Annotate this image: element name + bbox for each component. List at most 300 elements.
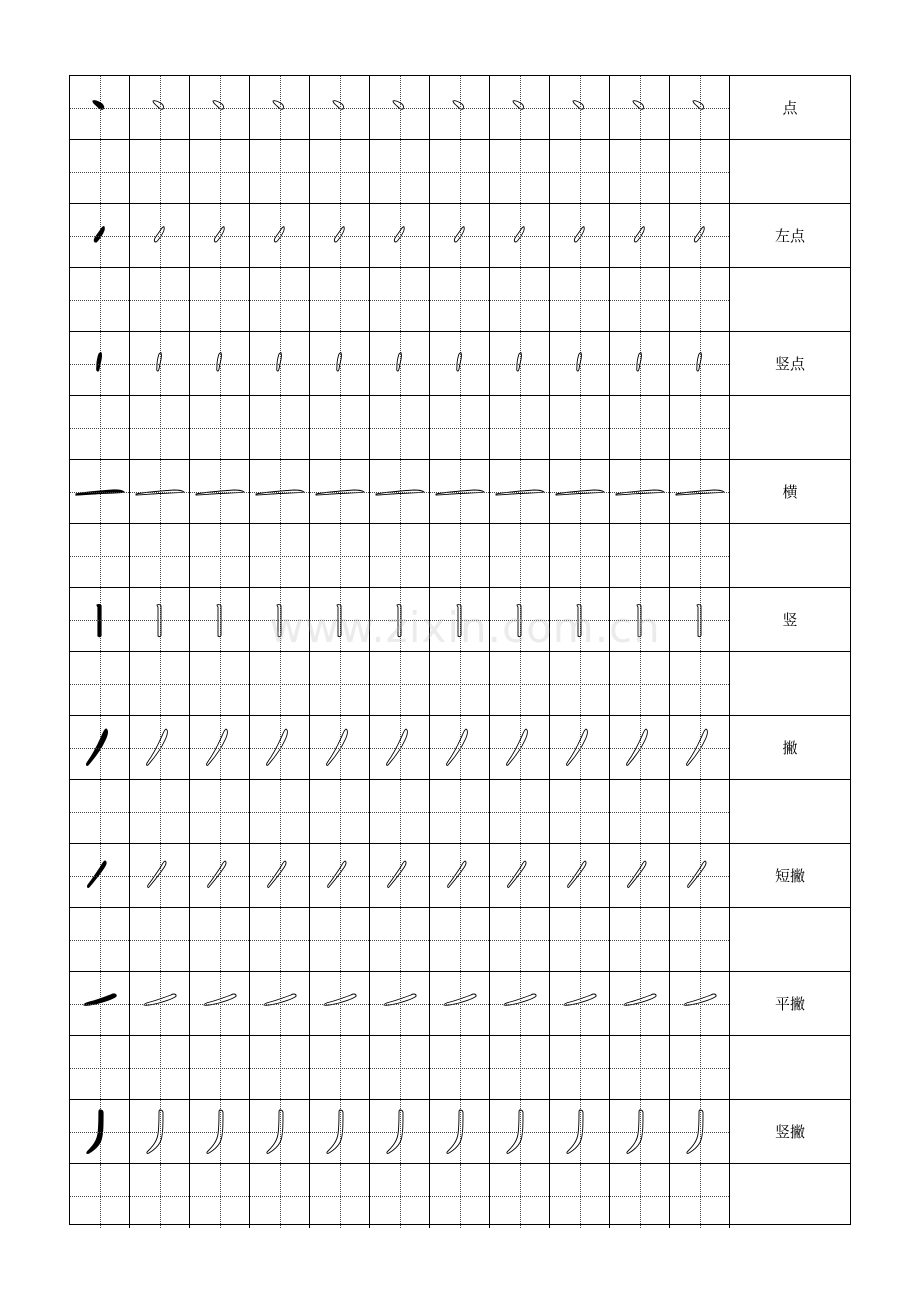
- duanpie-stroke-icon-path: [688, 861, 706, 887]
- shupie-stroke-icon: [610, 1100, 670, 1164]
- zuodian-stroke-icon: [550, 204, 610, 268]
- blank-practice-cell[interactable]: [610, 268, 670, 332]
- blank-label-cell: [730, 524, 850, 588]
- trace-stroke-cell: [490, 204, 550, 268]
- blank-practice-cell[interactable]: [670, 1164, 730, 1228]
- trace-stroke-cell: [430, 460, 490, 524]
- dian-stroke-icon-path: [573, 101, 584, 110]
- trace-stroke-cell: [430, 332, 490, 396]
- heng-stroke-icon: [190, 460, 250, 524]
- heng-stroke-icon-path: [496, 490, 544, 495]
- trace-stroke-cell: [370, 844, 430, 908]
- blank-practice-cell[interactable]: [250, 1164, 310, 1228]
- blank-practice-cell[interactable]: [250, 780, 310, 844]
- pie-stroke-icon-path: [267, 729, 288, 765]
- blank-practice-cell[interactable]: [70, 268, 130, 332]
- duanpie-stroke-icon: [70, 844, 130, 908]
- practice-grid: [69, 75, 851, 1225]
- blank-practice-cell[interactable]: [490, 140, 550, 204]
- blank-label-cell: [730, 780, 850, 844]
- shu-stroke-icon-path: [157, 605, 161, 637]
- trace-stroke-cell: [130, 204, 190, 268]
- zuodian-stroke-icon-path: [574, 227, 584, 242]
- blank-practice-cell[interactable]: [490, 268, 550, 332]
- blank-practice-cell[interactable]: [190, 780, 250, 844]
- shu-stroke-icon-path: [277, 605, 281, 637]
- blank-label-cell: [730, 652, 850, 716]
- pie-stroke-icon: [310, 716, 370, 780]
- pingpie-stroke-icon-path: [324, 994, 356, 1005]
- pingpie-stroke-icon: [610, 972, 670, 1036]
- trace-stroke-cell: [190, 204, 250, 268]
- trace-stroke-cell: [190, 588, 250, 652]
- blank-practice-cell[interactable]: [610, 396, 670, 460]
- pie-stroke-icon-path: [387, 729, 408, 765]
- trace-stroke-cell: [610, 204, 670, 268]
- blank-practice-cell[interactable]: [610, 524, 670, 588]
- blank-practice-cell[interactable]: [430, 652, 490, 716]
- pingpie-stroke-icon: [250, 972, 310, 1036]
- stroke-name-label: 竖: [730, 588, 850, 652]
- blank-practice-cell[interactable]: [190, 1036, 250, 1100]
- blank-practice-cell[interactable]: [190, 140, 250, 204]
- practice-row: [70, 908, 850, 972]
- blank-practice-cell[interactable]: [70, 1036, 130, 1100]
- shudian-stroke-icon-path: [517, 353, 522, 371]
- blank-practice-cell[interactable]: [370, 268, 430, 332]
- shu-stroke-icon: [490, 588, 550, 652]
- shupie-stroke-icon: [370, 1100, 430, 1164]
- dian-stroke-icon-path: [93, 101, 104, 110]
- trace-stroke-cell: [190, 716, 250, 780]
- blank-practice-cell[interactable]: [130, 908, 190, 972]
- trace-stroke-cell: [670, 716, 730, 780]
- practice-row: [70, 1164, 850, 1228]
- blank-practice-cell[interactable]: [190, 524, 250, 588]
- trace-stroke-cell: [310, 460, 370, 524]
- zuodian-stroke-icon: [130, 204, 190, 268]
- blank-practice-cell[interactable]: [490, 780, 550, 844]
- trace-stroke-cell: [190, 844, 250, 908]
- shudian-stroke-icon: [130, 332, 190, 396]
- trace-stroke-cell: [130, 332, 190, 396]
- trace-stroke-cell: [490, 1100, 550, 1164]
- trace-stroke-cell: [610, 76, 670, 140]
- blank-practice-cell[interactable]: [430, 780, 490, 844]
- trace-stroke-cell: [310, 716, 370, 780]
- trace-stroke-cell: [130, 460, 190, 524]
- blank-practice-cell[interactable]: [370, 1164, 430, 1228]
- shudian-stroke-icon-path: [337, 353, 342, 371]
- shudian-stroke-icon: [610, 332, 670, 396]
- shudian-stroke-icon: [310, 332, 370, 396]
- zuodian-stroke-icon-path: [214, 227, 224, 242]
- blank-practice-cell[interactable]: [70, 908, 130, 972]
- duanpie-stroke-icon-path: [88, 861, 106, 887]
- duanpie-stroke-icon-path: [508, 861, 526, 887]
- heng-stroke-icon-path: [76, 490, 124, 495]
- heng-stroke-icon-path: [316, 490, 364, 495]
- model-stroke-cell: [70, 460, 130, 524]
- blank-practice-cell[interactable]: [130, 780, 190, 844]
- shupie-stroke-icon-path: [147, 1110, 163, 1153]
- shudian-stroke-icon: [250, 332, 310, 396]
- dian-stroke-icon: [670, 76, 730, 140]
- shudian-stroke-icon-path: [217, 353, 222, 371]
- heng-stroke-icon: [670, 460, 730, 524]
- heng-stroke-icon-path: [556, 490, 604, 495]
- blank-label-cell: [730, 268, 850, 332]
- trace-stroke-cell: [490, 76, 550, 140]
- trace-stroke-cell: [670, 204, 730, 268]
- trace-stroke-cell: [310, 76, 370, 140]
- blank-practice-cell[interactable]: [550, 140, 610, 204]
- blank-practice-cell[interactable]: [430, 396, 490, 460]
- blank-practice-cell[interactable]: [670, 268, 730, 332]
- shupie-stroke-icon-path: [267, 1110, 283, 1153]
- duanpie-stroke-icon: [670, 844, 730, 908]
- shudian-stroke-icon: [670, 332, 730, 396]
- blank-practice-cell[interactable]: [490, 652, 550, 716]
- heng-stroke-icon-path: [196, 490, 244, 495]
- blank-practice-cell[interactable]: [370, 780, 430, 844]
- zuodian-stroke-icon-path: [394, 227, 404, 242]
- blank-practice-cell[interactable]: [190, 908, 250, 972]
- blank-practice-cell[interactable]: [670, 524, 730, 588]
- shupie-stroke-icon-path: [687, 1110, 703, 1153]
- dian-stroke-icon: [430, 76, 490, 140]
- blank-practice-cell[interactable]: [370, 908, 430, 972]
- trace-stroke-cell: [610, 716, 670, 780]
- blank-practice-cell[interactable]: [370, 524, 430, 588]
- blank-practice-cell[interactable]: [250, 268, 310, 332]
- zuodian-stroke-icon-path: [274, 227, 284, 242]
- zuodian-stroke-icon-path: [94, 227, 104, 242]
- shupie-stroke-icon: [430, 1100, 490, 1164]
- trace-stroke-cell: [610, 1100, 670, 1164]
- blank-practice-cell[interactable]: [430, 1164, 490, 1228]
- trace-stroke-cell: [670, 972, 730, 1036]
- stroke-row: [70, 460, 850, 524]
- blank-practice-cell[interactable]: [370, 652, 430, 716]
- zuodian-stroke-icon: [250, 204, 310, 268]
- model-stroke-cell: [70, 332, 130, 396]
- blank-practice-cell[interactable]: [310, 1036, 370, 1100]
- blank-practice-cell[interactable]: [430, 268, 490, 332]
- duanpie-stroke-icon-path: [388, 861, 406, 887]
- shupie-stroke-icon-path: [87, 1110, 103, 1153]
- heng-stroke-icon-path: [436, 490, 484, 495]
- blank-practice-cell[interactable]: [130, 140, 190, 204]
- blank-practice-cell[interactable]: [70, 1164, 130, 1228]
- shupie-stroke-icon: [190, 1100, 250, 1164]
- shupie-stroke-icon: [250, 1100, 310, 1164]
- pingpie-stroke-icon: [310, 972, 370, 1036]
- duanpie-stroke-icon: [490, 844, 550, 908]
- shu-stroke-icon: [670, 588, 730, 652]
- blank-practice-cell[interactable]: [310, 396, 370, 460]
- blank-practice-cell[interactable]: [250, 396, 310, 460]
- blank-practice-cell[interactable]: [250, 524, 310, 588]
- shupie-stroke-icon: [310, 1100, 370, 1164]
- blank-practice-cell[interactable]: [550, 780, 610, 844]
- blank-practice-cell[interactable]: [250, 652, 310, 716]
- blank-practice-cell[interactable]: [670, 396, 730, 460]
- zuodian-stroke-icon: [610, 204, 670, 268]
- trace-stroke-cell: [550, 588, 610, 652]
- blank-label-cell: [730, 1164, 850, 1228]
- shu-stroke-icon: [370, 588, 430, 652]
- pie-stroke-icon: [610, 716, 670, 780]
- blank-practice-cell[interactable]: [70, 524, 130, 588]
- blank-practice-cell[interactable]: [670, 908, 730, 972]
- blank-practice-cell[interactable]: [70, 396, 130, 460]
- shu-stroke-icon: [430, 588, 490, 652]
- duanpie-stroke-icon: [190, 844, 250, 908]
- trace-stroke-cell: [670, 76, 730, 140]
- shupie-stroke-icon: [490, 1100, 550, 1164]
- pingpie-stroke-icon: [430, 972, 490, 1036]
- stroke-row: [70, 76, 850, 140]
- duanpie-stroke-icon: [310, 844, 370, 908]
- zuodian-stroke-icon: [670, 204, 730, 268]
- stroke-row: [70, 1100, 850, 1164]
- stroke-row: [70, 588, 850, 652]
- blank-practice-cell[interactable]: [190, 1164, 250, 1228]
- zuodian-stroke-icon: [490, 204, 550, 268]
- shupie-stroke-icon-path: [627, 1110, 643, 1153]
- blank-label-cell: [730, 908, 850, 972]
- blank-practice-cell[interactable]: [610, 1164, 670, 1228]
- shu-stroke-icon: [70, 588, 130, 652]
- trace-stroke-cell: [550, 972, 610, 1036]
- blank-practice-cell[interactable]: [190, 268, 250, 332]
- shudian-stroke-icon: [490, 332, 550, 396]
- trace-stroke-cell: [610, 332, 670, 396]
- trace-stroke-cell: [550, 204, 610, 268]
- duanpie-stroke-icon-path: [148, 861, 166, 887]
- shu-stroke-icon: [310, 588, 370, 652]
- trace-stroke-cell: [490, 460, 550, 524]
- dian-stroke-icon-path: [633, 101, 644, 110]
- trace-stroke-cell: [550, 1100, 610, 1164]
- zuodian-stroke-icon-path: [694, 227, 704, 242]
- trace-stroke-cell: [250, 844, 310, 908]
- blank-practice-cell[interactable]: [190, 652, 250, 716]
- blank-practice-cell[interactable]: [250, 1036, 310, 1100]
- blank-practice-cell[interactable]: [130, 1164, 190, 1228]
- pingpie-stroke-icon: [130, 972, 190, 1036]
- blank-practice-cell[interactable]: [670, 780, 730, 844]
- trace-stroke-cell: [490, 716, 550, 780]
- blank-practice-cell[interactable]: [70, 652, 130, 716]
- blank-practice-cell[interactable]: [610, 140, 670, 204]
- blank-practice-cell[interactable]: [490, 1036, 550, 1100]
- trace-stroke-cell: [490, 332, 550, 396]
- shupie-stroke-icon-path: [447, 1110, 463, 1153]
- blank-practice-cell[interactable]: [250, 140, 310, 204]
- dian-stroke-icon: [250, 76, 310, 140]
- pie-stroke-icon-path: [207, 729, 228, 765]
- blank-practice-cell[interactable]: [550, 396, 610, 460]
- trace-stroke-cell: [130, 588, 190, 652]
- pingpie-stroke-icon: [550, 972, 610, 1036]
- trace-stroke-cell: [130, 972, 190, 1036]
- pie-stroke-icon-path: [447, 729, 468, 765]
- trace-stroke-cell: [610, 460, 670, 524]
- trace-stroke-cell: [310, 1100, 370, 1164]
- dian-stroke-icon-path: [693, 101, 704, 110]
- blank-practice-cell[interactable]: [130, 268, 190, 332]
- dian-stroke-icon-path: [153, 101, 164, 110]
- dian-stroke-icon: [550, 76, 610, 140]
- practice-row: [70, 652, 850, 716]
- blank-practice-cell[interactable]: [250, 908, 310, 972]
- blank-practice-cell[interactable]: [310, 524, 370, 588]
- pie-stroke-icon: [130, 716, 190, 780]
- model-stroke-cell: [70, 76, 130, 140]
- trace-stroke-cell: [250, 460, 310, 524]
- zuodian-stroke-icon-path: [454, 227, 464, 242]
- stroke-name-label: 横: [730, 460, 850, 524]
- blank-practice-cell[interactable]: [610, 652, 670, 716]
- blank-practice-cell[interactable]: [490, 908, 550, 972]
- blank-practice-cell[interactable]: [550, 1164, 610, 1228]
- shu-stroke-icon: [130, 588, 190, 652]
- pingpie-stroke-icon-path: [264, 994, 296, 1005]
- blank-practice-cell[interactable]: [130, 396, 190, 460]
- blank-practice-cell[interactable]: [370, 1036, 430, 1100]
- shu-stroke-icon-path: [637, 605, 641, 637]
- pingpie-stroke-icon-path: [444, 994, 476, 1005]
- pie-stroke-icon-path: [687, 729, 708, 765]
- blank-practice-cell[interactable]: [550, 524, 610, 588]
- blank-practice-cell[interactable]: [370, 396, 430, 460]
- stroke-row: [70, 844, 850, 908]
- pingpie-stroke-icon: [670, 972, 730, 1036]
- trace-stroke-cell: [190, 1100, 250, 1164]
- blank-practice-cell[interactable]: [490, 524, 550, 588]
- blank-practice-cell[interactable]: [130, 524, 190, 588]
- pingpie-stroke-icon-path: [564, 994, 596, 1005]
- heng-stroke-icon: [250, 460, 310, 524]
- blank-practice-cell[interactable]: [670, 140, 730, 204]
- blank-practice-cell[interactable]: [490, 1164, 550, 1228]
- shu-stroke-icon: [610, 588, 670, 652]
- blank-practice-cell[interactable]: [70, 780, 130, 844]
- pie-stroke-icon-path: [507, 729, 528, 765]
- blank-practice-cell[interactable]: [430, 908, 490, 972]
- shudian-stroke-icon-path: [97, 353, 102, 371]
- blank-practice-cell[interactable]: [670, 1036, 730, 1100]
- blank-practice-cell[interactable]: [430, 1036, 490, 1100]
- shu-stroke-icon-path: [457, 605, 461, 637]
- zuodian-stroke-icon: [310, 204, 370, 268]
- shu-stroke-icon-path: [697, 605, 701, 637]
- blank-practice-cell[interactable]: [130, 1036, 190, 1100]
- heng-stroke-icon: [610, 460, 670, 524]
- trace-stroke-cell: [550, 844, 610, 908]
- blank-practice-cell[interactable]: [310, 1164, 370, 1228]
- duanpie-stroke-icon-path: [208, 861, 226, 887]
- trace-stroke-cell: [370, 1100, 430, 1164]
- blank-practice-cell[interactable]: [550, 908, 610, 972]
- trace-stroke-cell: [190, 972, 250, 1036]
- pie-stroke-icon: [490, 716, 550, 780]
- practice-row: [70, 396, 850, 460]
- trace-stroke-cell: [370, 588, 430, 652]
- blank-practice-cell[interactable]: [430, 524, 490, 588]
- pingpie-stroke-icon-path: [144, 994, 176, 1005]
- trace-stroke-cell: [310, 588, 370, 652]
- blank-practice-cell[interactable]: [490, 396, 550, 460]
- blank-practice-cell[interactable]: [550, 1036, 610, 1100]
- blank-practice-cell[interactable]: [310, 268, 370, 332]
- trace-stroke-cell: [190, 76, 250, 140]
- trace-stroke-cell: [490, 588, 550, 652]
- duanpie-stroke-icon-path: [328, 861, 346, 887]
- shudian-stroke-icon-path: [157, 353, 162, 371]
- trace-stroke-cell: [250, 1100, 310, 1164]
- blank-practice-cell[interactable]: [310, 908, 370, 972]
- pie-stroke-icon-path: [627, 729, 648, 765]
- stroke-name-label: 竖撇: [730, 1100, 850, 1164]
- blank-practice-cell[interactable]: [190, 396, 250, 460]
- dian-stroke-icon: [370, 76, 430, 140]
- duanpie-stroke-icon: [250, 844, 310, 908]
- pie-stroke-icon: [370, 716, 430, 780]
- pie-stroke-icon: [670, 716, 730, 780]
- stroke-name-label: 平撇: [730, 972, 850, 1036]
- blank-practice-cell[interactable]: [430, 140, 490, 204]
- practice-row: [70, 524, 850, 588]
- trace-stroke-cell: [250, 972, 310, 1036]
- practice-row: [70, 268, 850, 332]
- duanpie-stroke-icon: [370, 844, 430, 908]
- blank-practice-cell[interactable]: [310, 780, 370, 844]
- blank-practice-cell[interactable]: [670, 652, 730, 716]
- duanpie-stroke-icon-path: [268, 861, 286, 887]
- blank-practice-cell[interactable]: [550, 268, 610, 332]
- blank-practice-cell[interactable]: [550, 652, 610, 716]
- pingpie-stroke-icon: [490, 972, 550, 1036]
- dian-stroke-icon: [490, 76, 550, 140]
- blank-practice-cell[interactable]: [70, 140, 130, 204]
- trace-stroke-cell: [250, 332, 310, 396]
- duanpie-stroke-icon-path: [448, 861, 466, 887]
- zuodian-stroke-icon: [430, 204, 490, 268]
- blank-practice-cell[interactable]: [610, 1036, 670, 1100]
- pie-stroke-icon-path: [147, 729, 168, 765]
- blank-practice-cell[interactable]: [310, 652, 370, 716]
- blank-practice-cell[interactable]: [130, 652, 190, 716]
- zuodian-stroke-icon: [190, 204, 250, 268]
- trace-stroke-cell: [610, 972, 670, 1036]
- trace-stroke-cell: [430, 844, 490, 908]
- blank-practice-cell[interactable]: [610, 908, 670, 972]
- blank-practice-cell[interactable]: [370, 140, 430, 204]
- dian-stroke-icon-path: [273, 101, 284, 110]
- blank-practice-cell[interactable]: [310, 140, 370, 204]
- trace-stroke-cell: [370, 204, 430, 268]
- stroke-name-label: 点: [730, 76, 850, 140]
- trace-stroke-cell: [130, 844, 190, 908]
- blank-practice-cell[interactable]: [610, 780, 670, 844]
- zuodian-stroke-icon: [370, 204, 430, 268]
- trace-stroke-cell: [670, 844, 730, 908]
- shudian-stroke-icon: [190, 332, 250, 396]
- shu-stroke-icon-path: [577, 605, 581, 637]
